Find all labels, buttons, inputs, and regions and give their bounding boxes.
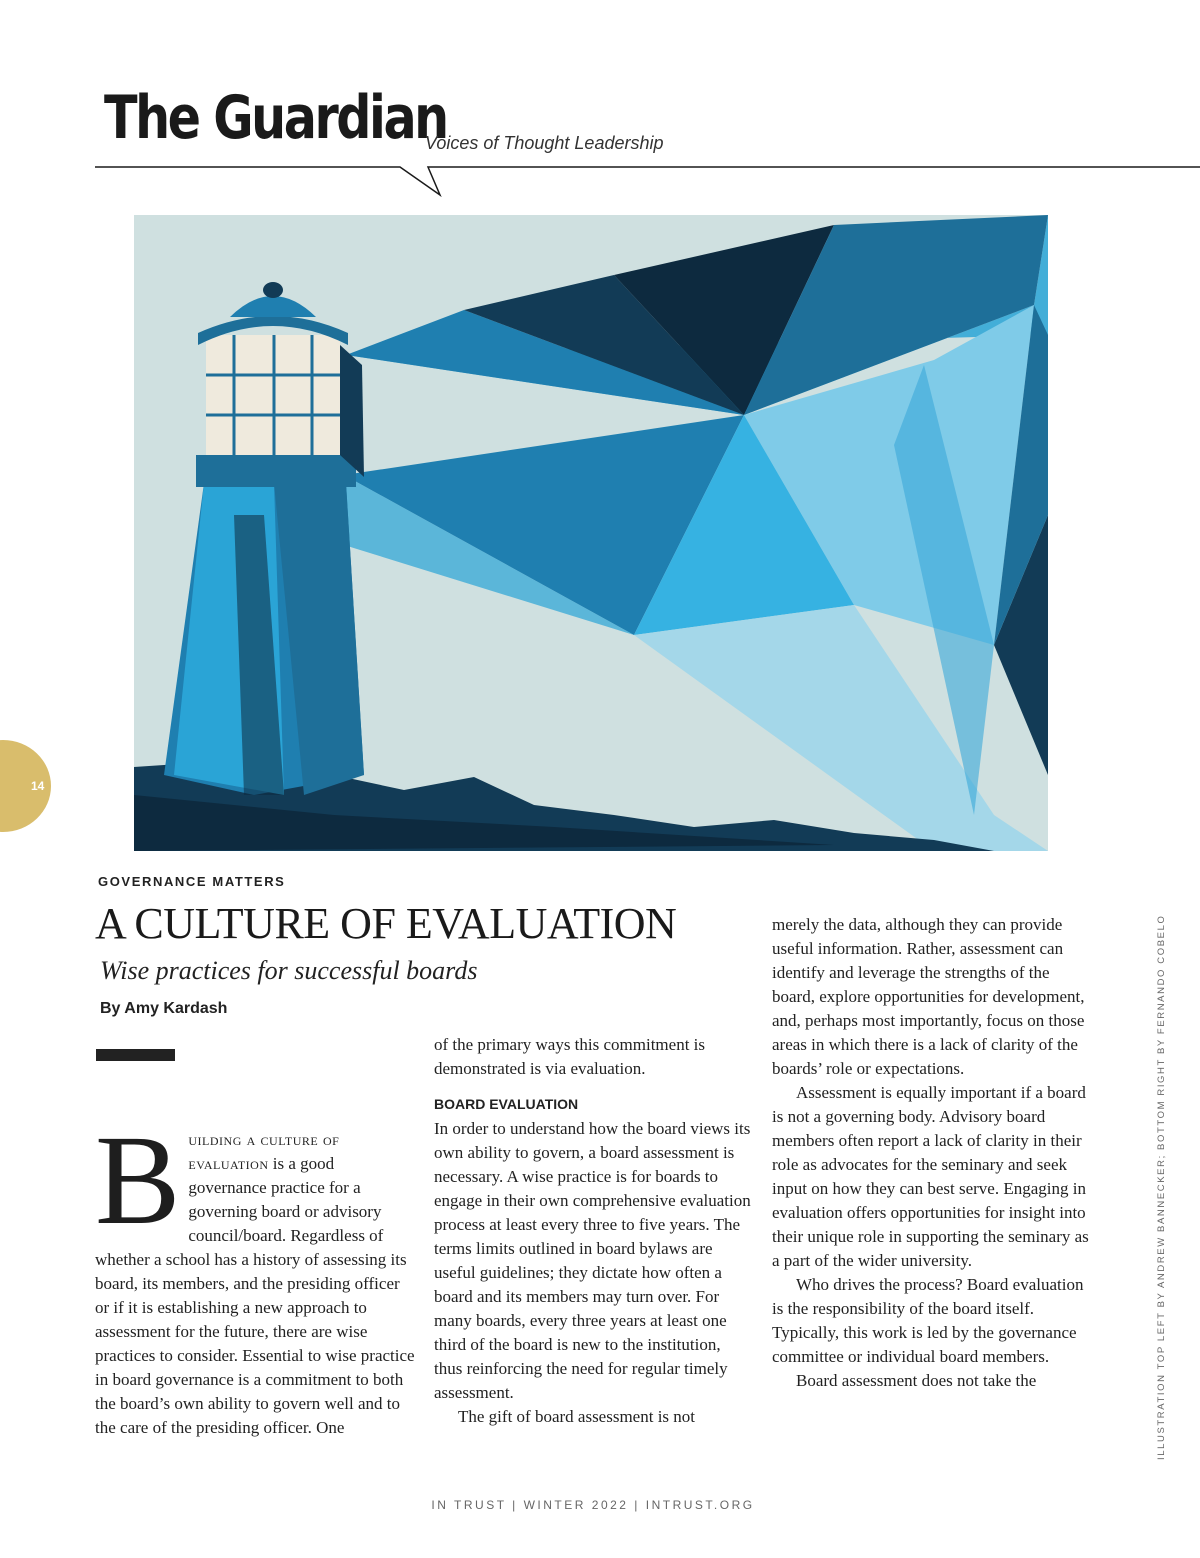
column-2-paragraph: In order to understand how the board views its own ability to govern, a board assessment is necessary. A wise practice is for boards to engage in their own comprehensive evaluation process at least every three to five years. The terms limits outlined in board bylaws are useful guidelines; they dictate how often a board and its members may turn over. For many boards, every three years at least one third of the board is new to the institution, thus reinforcing the need for regular timely assessment. — [434, 1119, 751, 1402]
drop-cap: B — [95, 1109, 181, 1251]
column-2-paragraph: of the primary ways this commitment is demonstrated is via evaluation. — [434, 1035, 706, 1078]
article-column-1 — [95, 1109, 415, 1440]
column-1-text: is a good governance practice for a governing board or advisory council/board. Regardless of whether a school has a history of assessing its board, its members, and the presiding officer or if it is establishing a new approach to assessment for the future, there are wise practices to consider. Essential to wise practice in board governance is a commitment to both the board’s own ability to govern well and to the care of the presiding officer. One — [95, 1154, 415, 1437]
article-byline: By Amy Kardash — [100, 1000, 228, 1017]
subhead-board-evaluation: BOARD EVALUATION — [434, 1096, 579, 1112]
column-3-paragraph: Board assessment does not take the — [796, 1371, 1037, 1390]
article-column-3 — [772, 913, 1090, 1393]
column-2-paragraph: The gift of board assessment is not — [458, 1407, 696, 1426]
column-3-paragraph: Assessment is equally important if a board is not a governing body. Advisory board members often report a lack of clarity in their role as advocates for the seminary and seek input on how they can best serve. Engaging in evaluation offers opportunities for insight into their unique role in supporting the seminary as a part of the wider university. — [772, 1083, 1089, 1270]
masthead-title: The Guardian — [104, 83, 447, 153]
masthead-tagline: Voices of Thought Leadership — [425, 133, 664, 153]
illustration-credit: ILLUSTRATION TOP LEFT BY ANDREW BANNECKER; BOTTOM RIGHT BY FERNANDO COBELO — [1156, 914, 1167, 1460]
accent-bar — [96, 1049, 175, 1061]
column-3-paragraph: merely the data, although they can provide useful information. Rather, assessment can identify and leverage the strengths of the board, explore opportunities for development, and, perhaps most importantly, focus on those areas in which there is a lack of clarity of the boards’ role or expectations. — [772, 915, 1085, 1078]
masthead-rule — [0, 160, 1200, 200]
section-kicker: GOVERNANCE MATTERS — [98, 874, 286, 889]
article-column-2 — [434, 1033, 752, 1429]
article-headline: A CULTURE OF EVALUATION — [95, 899, 677, 948]
page-number: 14 — [31, 779, 45, 793]
lead-in: uilding a culture of evaluation — [188, 1130, 340, 1173]
page-footer: IN TRUST | WINTER 2022 | INTRUST.ORG — [431, 1498, 755, 1512]
column-3-paragraph: Who drives the process? Board evaluation is the responsibility of the board itself. Typically, this work is led by the governance committee or individual board members. — [772, 1275, 1084, 1366]
article-deck: Wise practices for successful boards — [100, 956, 478, 985]
lighthouse-illustration — [134, 215, 1048, 851]
